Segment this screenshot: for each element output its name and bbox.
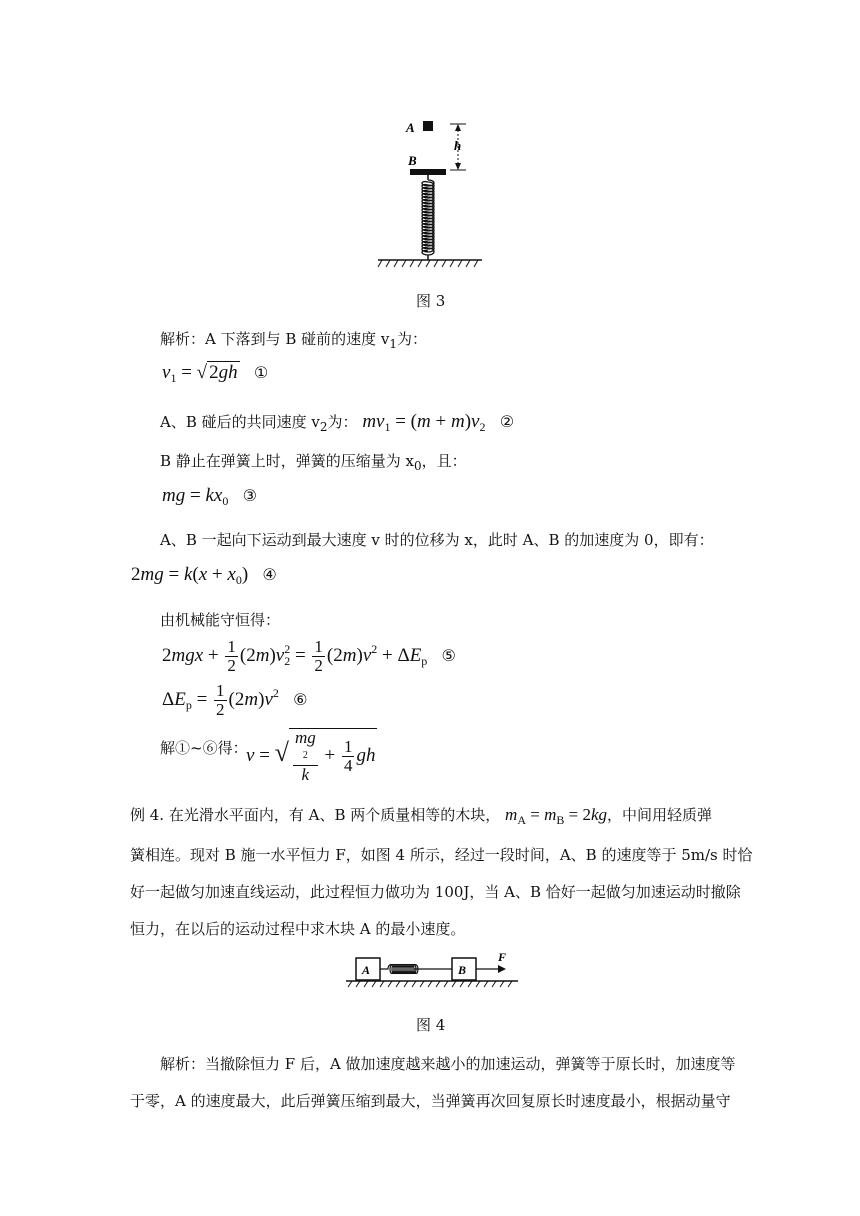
spring-coil	[422, 180, 434, 255]
block-a	[423, 121, 433, 131]
marker-2: ②	[499, 412, 515, 431]
example4-line-1: 例 4. 在光滑水平面内，有 A、B 两个质量相等的木块， $m_A = m_B = 2kg$，中间用轻质弹	[130, 805, 713, 827]
equation-3: mg = $kx_0$ ③	[162, 485, 257, 508]
equation-5: 2mgx + $\frac{1}{2}$ $(2m)v_2^2$ = $\frac{1}{2}$ $(2m)v^2 + \Delta E_p$ ⑤	[162, 637, 456, 675]
marker-5: ⑤	[441, 645, 456, 665]
ground-hatch	[348, 981, 512, 987]
equation-1: $v_1$ = √ 2gh ①	[162, 362, 269, 385]
label-a: A	[406, 120, 415, 135]
solution-intro: 解析：A 下落到与 B 碰前的速度 $v_1$为：	[160, 330, 428, 351]
solution-line-6: 解①~⑥得：	[160, 739, 248, 757]
example4-line-4: 恒力，在以后的运动过程中求木块 A 的最小速度。	[130, 920, 466, 938]
figure-4-diagram	[342, 950, 522, 998]
marker-6: ⑥	[293, 689, 308, 709]
example4-line-2: 簧相连。现对 B 施一水平恒力 F，如图 4 所示，经过一段时间，A、B 的速度等于 5m/s 时恰	[130, 846, 753, 864]
h-arrow-up	[455, 124, 461, 131]
marker-1: ①	[253, 363, 269, 382]
solution2-line-2: 于零，A 的速度最大，此后弹簧压缩到最大，当弹簧再次回复原长时速度最小，根据动量守	[130, 1092, 731, 1110]
equation-2: $mv_1 = (m + m)v_2$	[362, 411, 486, 434]
solution-line-5: 由机械能守恒得：	[160, 611, 281, 629]
solution-line-2: A、B 碰后的共同速度 $v_2$为： $mv_1 = (m + m)v_2$ ②	[160, 411, 515, 434]
label-b: B	[458, 963, 467, 977]
label-b: B	[408, 153, 417, 168]
label-f: F	[498, 950, 507, 964]
marker-3: ③	[242, 486, 257, 505]
equation-result: v = √ mg 2 k + $\frac{1}{4}$ gh	[246, 728, 376, 784]
force-arrow-head	[498, 965, 506, 973]
solution-line-4: A、B 一起向下运动到最大速度 v 时的位移为 x，此时 A、B 的加速度为 0，即有：	[160, 531, 714, 549]
solution2-line-1: 解析：当撤除恒力 F 后，A 做加速度越来越小的加速运动，弹簧等于原长时，加速度等	[160, 1055, 736, 1073]
label-h: h	[454, 138, 462, 153]
h-arrow-down	[455, 163, 461, 170]
example4-line-3: 好一起做匀加速直线运动，此过程恒力做功为 100J，当 A、B 恰好一起做匀加速运动时撤除	[130, 883, 741, 901]
label-a: A	[362, 963, 371, 977]
marker-4: ④	[262, 565, 277, 584]
figure-3-diagram	[370, 112, 490, 272]
spring-horizontal	[380, 965, 452, 974]
plate-b	[410, 169, 446, 175]
equation-4: $2mg = k(x + x_0)$ ④	[131, 564, 277, 587]
figure-4-caption: 图 4	[416, 1016, 446, 1034]
equation-6: $\Delta E_p$ = $\frac{1}{2}$ $(2m)v^2$ ⑥	[162, 681, 308, 719]
figure-3-caption: 图 3	[416, 292, 446, 310]
solution-line-3: B 静止在弹簧上时，弹簧的压缩量为 $x_0$，且：	[160, 452, 467, 473]
equation-masses: $m_A = m_B = 2kg$	[505, 805, 608, 827]
ground-hatch	[378, 260, 478, 267]
